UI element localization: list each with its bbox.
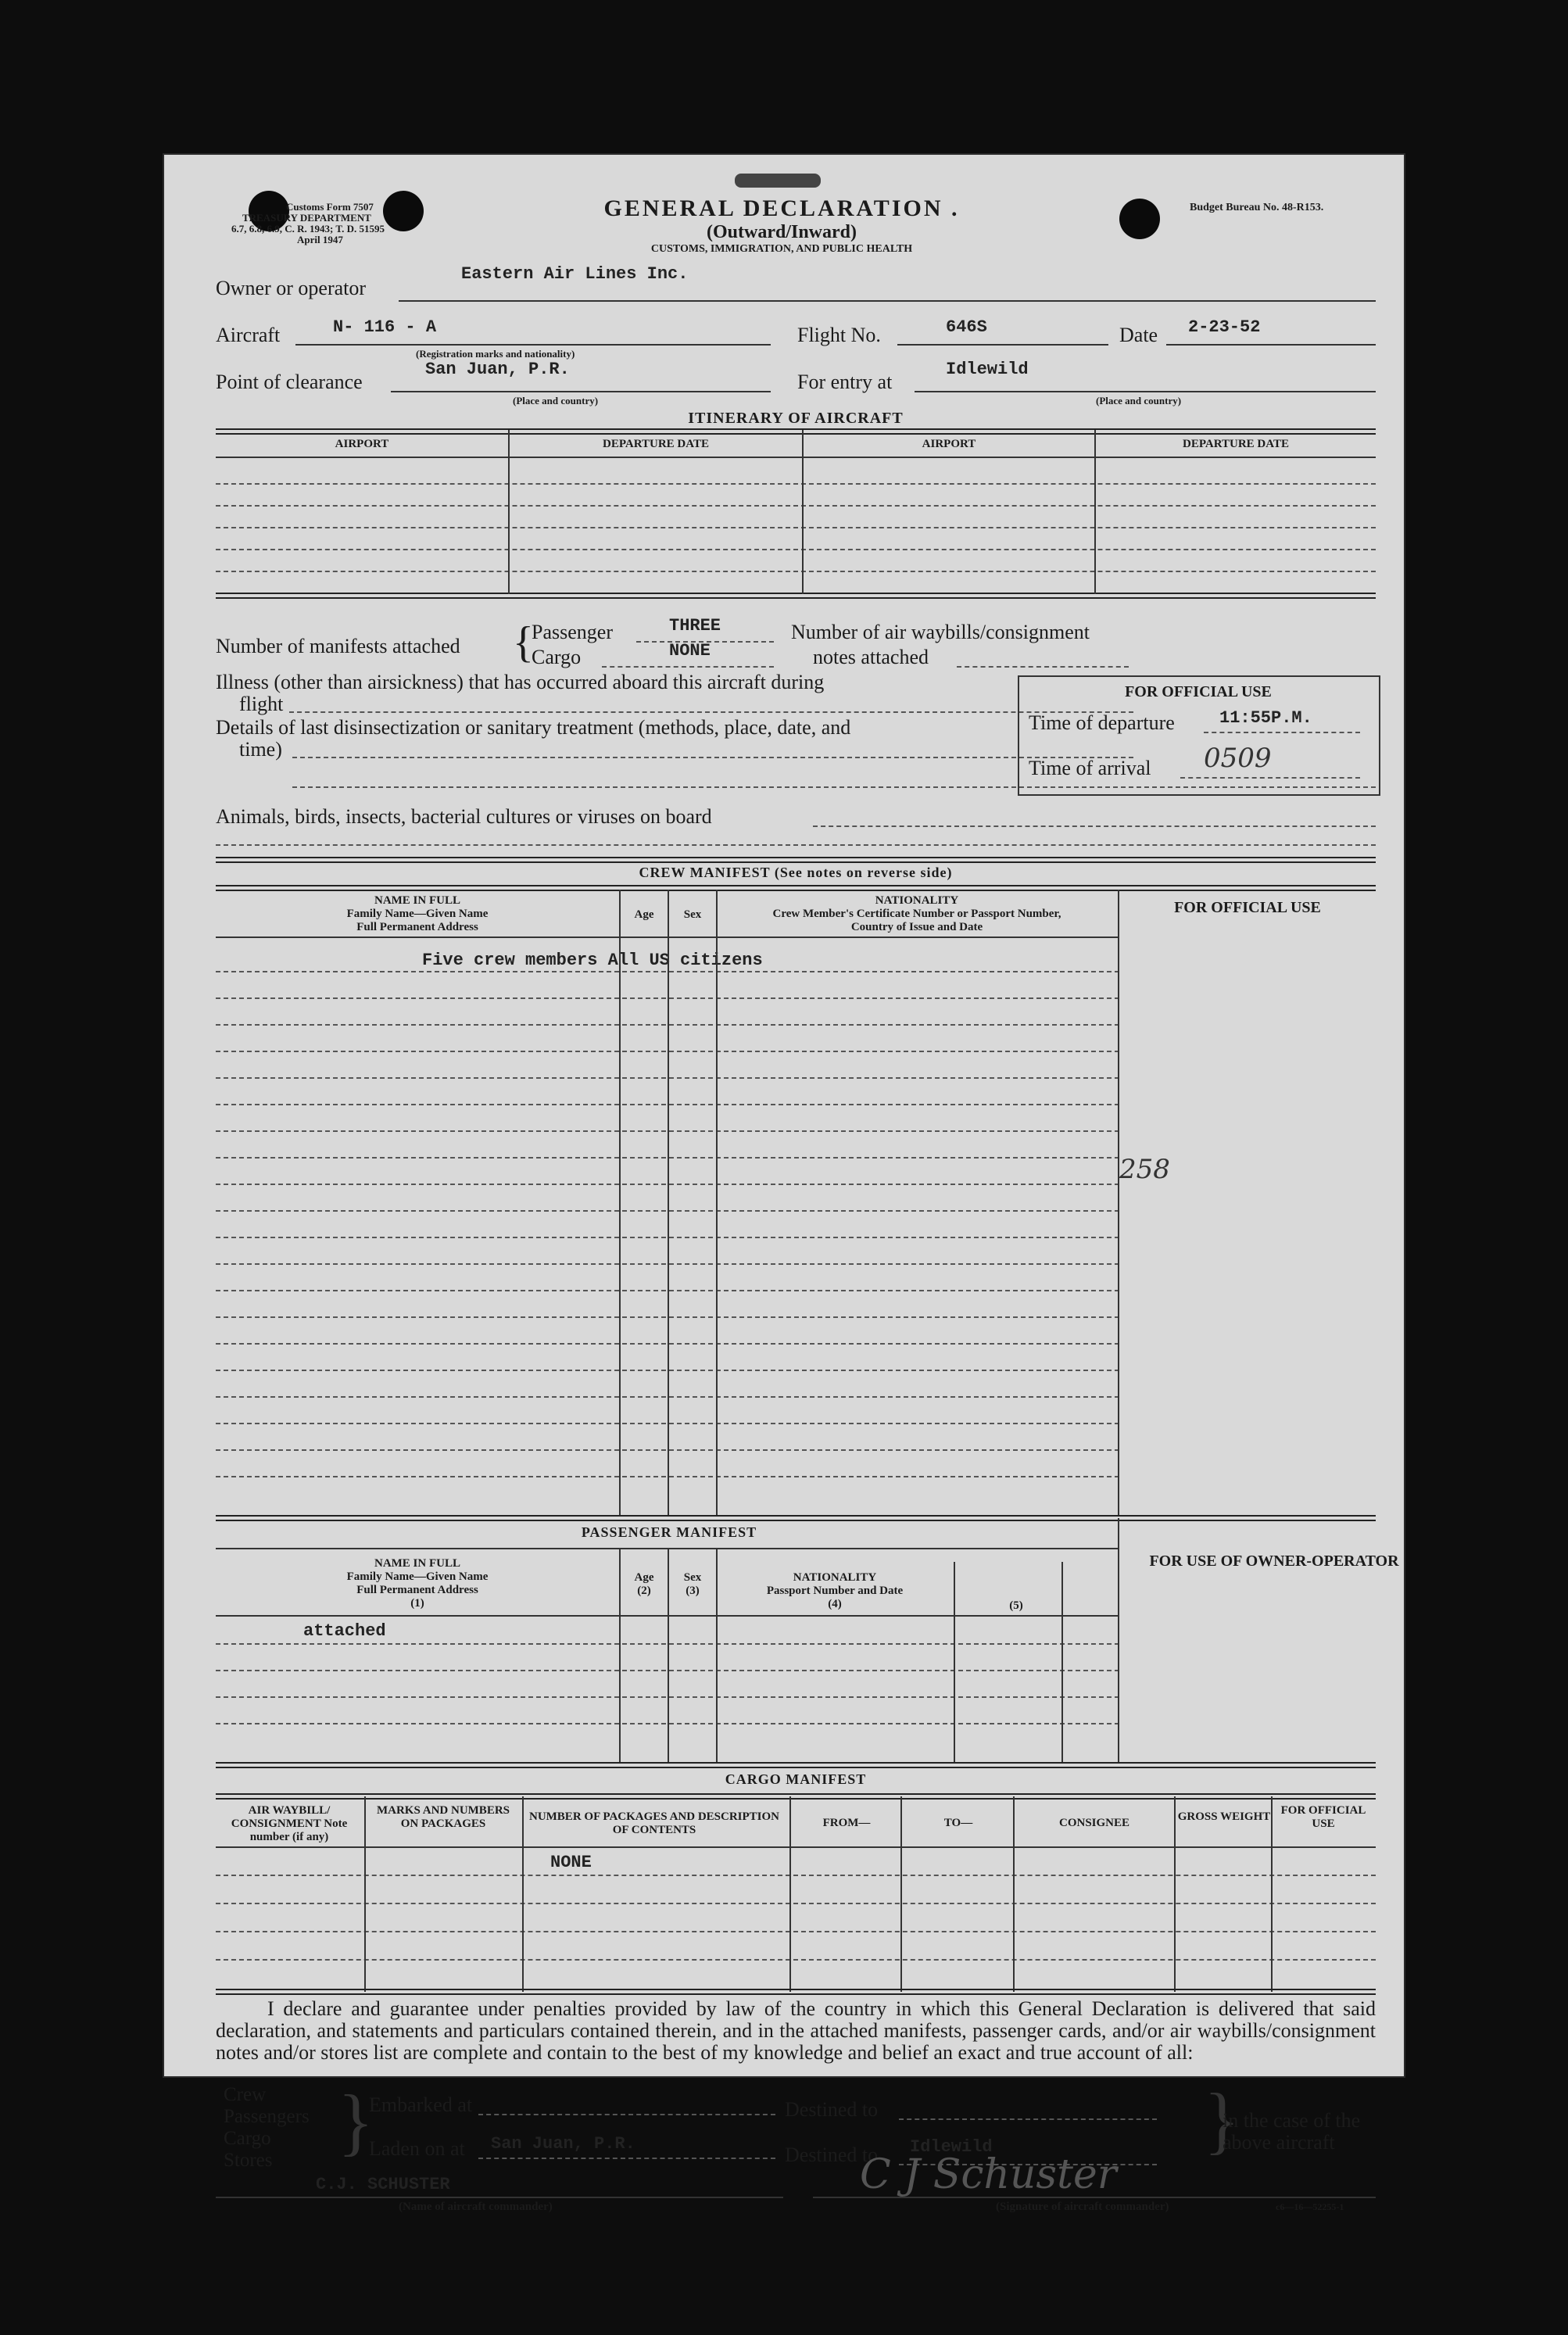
disinsectization-line [292, 757, 1133, 758]
date-line [1166, 344, 1376, 346]
crew-col-sex: Sex [683, 908, 702, 921]
cargo-col-divider [1174, 1796, 1176, 1992]
date-value: 2-23-52 [1188, 317, 1261, 337]
passenger-col-age [621, 1571, 668, 1598]
crew-col-nationality [718, 894, 1116, 934]
signature-line [813, 2197, 1376, 2198]
passenger-col-nat-1: NATIONALITY [793, 1571, 877, 1584]
aircraft-value: N- 116 - A [333, 317, 437, 337]
passenger-col-sex-1: Sex [683, 1571, 702, 1584]
owner-line [399, 300, 1376, 302]
manifests-label: Number of manifests attached [216, 635, 460, 657]
itinerary-col-departure-1: DEPARTURE DATE [602, 438, 709, 450]
laden-value: San Juan, P.R. [491, 2134, 635, 2154]
departure-time-line [1204, 732, 1360, 733]
crew-col-name-3: Full Permanent Address [356, 921, 478, 933]
item-stores: Stores [224, 2150, 273, 2171]
passenger-col-name-4: (1) [410, 1597, 424, 1610]
embarked-label: Embarked at [369, 2093, 473, 2116]
itinerary-col-divider [508, 430, 510, 594]
cargo-row-line [216, 1875, 1376, 1876]
crew-col-divider [716, 890, 718, 1515]
aircraft-line [295, 344, 771, 346]
eagle-seal [735, 174, 821, 188]
form-page [164, 155, 1404, 2213]
cargo-col-packages: NUMBER OF PACKAGES AND DESCRIPTION OF CONTENTS [528, 1810, 780, 1836]
passenger-col-nat-2: Passport Number and Date [766, 1585, 904, 1597]
cargo-col-weight: GROSS WEIGHT [1177, 1810, 1271, 1823]
owner-operator-use: FOR USE OF OWNER-OPERATOR [1149, 1552, 1399, 1570]
destined-value: Idlewild [910, 2137, 993, 2157]
passenger-col-divider [954, 1562, 955, 1762]
clearance-label: Point of clearance [216, 371, 363, 393]
cargo-col-divider [1271, 1796, 1273, 1992]
passenger-col-nat-3: (4) [828, 1598, 842, 1610]
itinerary-top-rule [216, 428, 1376, 435]
entry-label: For entry at [797, 371, 893, 393]
animals-line-2 [216, 844, 1376, 846]
owner-value: Eastern Air Lines Inc. [461, 264, 689, 284]
form-agency: CUSTOMS, IMMIGRATION, AND PUBLIC HEALTH [650, 243, 913, 255]
owner-label: Owner or operator [216, 277, 367, 299]
item-passengers: Passengers [224, 2106, 310, 2127]
itinerary-col-divider [802, 430, 804, 594]
crew-bottom-rule [216, 1515, 1376, 1521]
crew-header-rule [216, 885, 1376, 891]
animals-line [813, 825, 1376, 827]
department: TREASURY DEPARTMENT [242, 212, 371, 224]
passenger-col-divider [1061, 1562, 1063, 1762]
illness-label-2: flight [239, 693, 284, 715]
print-code: c6—16—52255-1 [1276, 2201, 1344, 2212]
departure-time-label: Time of departure [1029, 711, 1175, 734]
crew-col-name-2: Family Name—Given Name [346, 908, 489, 920]
passenger-manifest-value: THREE [669, 616, 721, 636]
flight-line [897, 344, 1108, 346]
crew-col-name-1: NAME IN FULL [374, 894, 460, 907]
itinerary-header-rule [216, 457, 1376, 458]
crew-manifest-title: CREW MANIFEST (See notes on reverse side) [639, 865, 953, 880]
cargo-col-from: FROM— [822, 1817, 871, 1829]
commander-line [216, 2197, 783, 2198]
crew-col-nat-1: NATIONALITY [875, 894, 959, 907]
arrival-time-label: Time of arrival [1029, 757, 1151, 779]
case-label-1: in the case of the [1223, 2109, 1361, 2132]
cargo-col-divider [789, 1796, 791, 1992]
passenger-col-age-2: (2) [637, 1585, 651, 1597]
crew-col-name [216, 894, 619, 934]
arrival-time-line [1180, 777, 1360, 779]
itinerary-row-line [216, 549, 1376, 550]
budget-number: Budget Bureau No. 48-R153. [1190, 202, 1324, 213]
itinerary-row-line [216, 527, 1376, 528]
passenger-col-name-2: Family Name—Given Name [346, 1570, 489, 1583]
destined-line-1 [899, 2118, 1157, 2120]
passenger-col-name-1: NAME IN FULL [374, 1557, 460, 1570]
itinerary-col-divider [1094, 430, 1096, 594]
form-subtitle: (Outward/Inward) [706, 222, 857, 242]
passenger-entry: attached [303, 1621, 386, 1641]
aircraft-note: (Registration marks and nationality) [416, 348, 575, 360]
embarked-line [478, 2114, 775, 2115]
destination-brace: } [1204, 2078, 1240, 2161]
cargo-entry: NONE [550, 1853, 592, 1872]
disinsectization-label-1: Details of last disinsectization or sanitary treatment (methods, place, date, and [216, 716, 851, 739]
clearance-line [391, 391, 771, 392]
itinerary-col-departure-2: DEPARTURE DATE [1182, 438, 1289, 450]
cargo-row-line [216, 1959, 1376, 1961]
passenger-col-divider [716, 1549, 718, 1762]
passenger-col-nationality [718, 1571, 952, 1611]
crew-col-divider [619, 890, 621, 1515]
waybills-label-1: Number of air waybills/consignment [791, 621, 1090, 643]
signature-label: (Signature of aircraft commander) [996, 2201, 1169, 2213]
form-title: GENERAL DECLARATION . [603, 195, 960, 221]
punch-hole-right [1119, 199, 1160, 239]
entry-line [915, 391, 1376, 392]
cargo-row-line [216, 1931, 1376, 1932]
waybills-label-2: notes attached [813, 646, 929, 668]
laden-label: Laden on at [369, 2137, 465, 2160]
itinerary-row-line [216, 505, 1376, 507]
illness-label-1: Illness (other than airsickness) that has occurred aboard this aircraft during [216, 671, 825, 693]
passenger-col-name-3: Full Permanent Address [356, 1584, 478, 1596]
illness-line [289, 711, 1133, 713]
cargo-bottom-rule [216, 1989, 1376, 1995]
cargo-header-rule [216, 1846, 1376, 1848]
cargo-col-consignee: CONSIGNEE [1058, 1817, 1130, 1829]
cargo-col-to: TO— [943, 1817, 973, 1829]
passenger-col-divider [668, 1549, 669, 1762]
cargo-col-marks: MARKS AND NUMBERS ON PACKAGES [376, 1804, 510, 1830]
passenger-col-sex-2: (3) [686, 1585, 700, 1597]
destined-label-2: Destined to [785, 2143, 879, 2166]
passenger-col-name [216, 1557, 619, 1610]
declaration-text: I declare and guarantee under penalties provided by law of the country in which this General Declaration is delivered that said declaration, and statements and particulars contained therein, and in the attached manifests, passenger cards, and/or air waybills/consignment notes and/or stores list are complete and contain to the best of my knowledge and belief an exact and true account of all: [216, 1997, 1376, 2064]
cargo-col-official: FOR OFFICIAL USE [1280, 1804, 1366, 1830]
item-cargo: Cargo [224, 2128, 271, 2149]
cargo-col-divider [522, 1796, 524, 1992]
crew-col-divider [668, 890, 669, 1515]
passenger-manifest-title: PASSENGER MANIFEST [581, 1524, 757, 1540]
cargo-col-divider [364, 1796, 366, 1992]
itinerary-title: ITINERARY OF AIRCRAFT [688, 410, 904, 427]
passenger-col-5: (5) [1009, 1599, 1023, 1612]
cargo-col-waybill: AIR WAYBILL/ CONSIGNMENT Note number (if any) [231, 1804, 348, 1843]
clearance-place-note: (Place and country) [513, 395, 599, 406]
cargo-manifest-label: Cargo [532, 646, 582, 668]
cargo-row-line [216, 1903, 1376, 1904]
passenger-col-sex [669, 1571, 716, 1598]
cargo-col-divider [1013, 1796, 1015, 1992]
itinerary-col-airport-1: AIRPORT [335, 438, 389, 450]
declaration-brace: } [338, 2079, 374, 2163]
crew-col-nat-3: Country of Issue and Date [850, 921, 983, 933]
date-label: Date [1119, 324, 1158, 346]
passenger-col-divider [1118, 1518, 1119, 1762]
clearance-value: San Juan, P.R. [425, 360, 570, 379]
itinerary-row-line [216, 483, 1376, 485]
entry-value: Idlewild [946, 360, 1029, 379]
animals-label: Animals, birds, insects, bacterial cultures or viruses on board [216, 805, 712, 828]
crew-entry: Five crew members All US citizens [422, 951, 763, 970]
destined-label-1: Destined to [785, 2098, 879, 2121]
aircraft-label: Aircraft [216, 324, 281, 346]
declaration-items [224, 2084, 310, 2172]
passenger-col-age-1: Age [634, 1571, 654, 1584]
regulations: 6.7, 6.8, 6.9, C. R. 1943; T. D. 51595 [231, 223, 385, 235]
cargo-header-rule-top [216, 1793, 1376, 1800]
flight-value: 646S [946, 317, 987, 337]
form-id-block [231, 202, 419, 245]
crew-official-use: FOR OFFICIAL USE [1174, 899, 1321, 916]
cargo-manifest-title: CARGO MANIFEST [725, 1771, 867, 1787]
passenger-bottom-rule [216, 1762, 1376, 1768]
commander-label: (Name of aircraft commander) [399, 2201, 553, 2213]
crew-official-value: 258 [1119, 1154, 1170, 1185]
itinerary-row-line [216, 571, 1376, 572]
commander-signature: C J Schuster [860, 2151, 1117, 2198]
cargo-manifest-line [602, 666, 774, 668]
crew-col-nat-2: Crew Member's Certificate Number or Passport Number, [772, 908, 1061, 920]
cargo-col-divider [900, 1796, 902, 1992]
laden-line [478, 2158, 775, 2159]
departure-time-value: 11:55P.M. [1219, 708, 1312, 728]
disinsectization-label-2: time) [239, 738, 282, 761]
form-id: Customs Form 7507 [286, 201, 374, 213]
passenger-manifest-label: Passenger [532, 621, 613, 643]
form-date: April 1947 [297, 234, 343, 245]
passenger-col-divider [619, 1549, 621, 1762]
flight-label: Flight No. [797, 324, 881, 346]
crew-col-divider [1118, 890, 1119, 1515]
itinerary-col-airport-2: AIRPORT [922, 438, 976, 450]
crew-top-rule [216, 857, 1376, 863]
itinerary-bottom-rule [216, 593, 1376, 599]
crew-col-age: Age [634, 908, 654, 921]
entry-place-note: (Place and country) [1096, 395, 1182, 406]
commander-name: C.J. SCHUSTER [316, 2175, 450, 2194]
item-crew: Crew [224, 2084, 267, 2105]
case-label-2: above aircraft [1223, 2131, 1335, 2154]
official-use-title: FOR OFFICIAL USE [1125, 683, 1272, 700]
manifests-brace: { [513, 618, 534, 667]
title-block [508, 195, 1055, 256]
arrival-time-value: 0509 [1204, 743, 1272, 774]
cargo-manifest-value: NONE [669, 641, 711, 661]
waybills-line [957, 666, 1129, 668]
